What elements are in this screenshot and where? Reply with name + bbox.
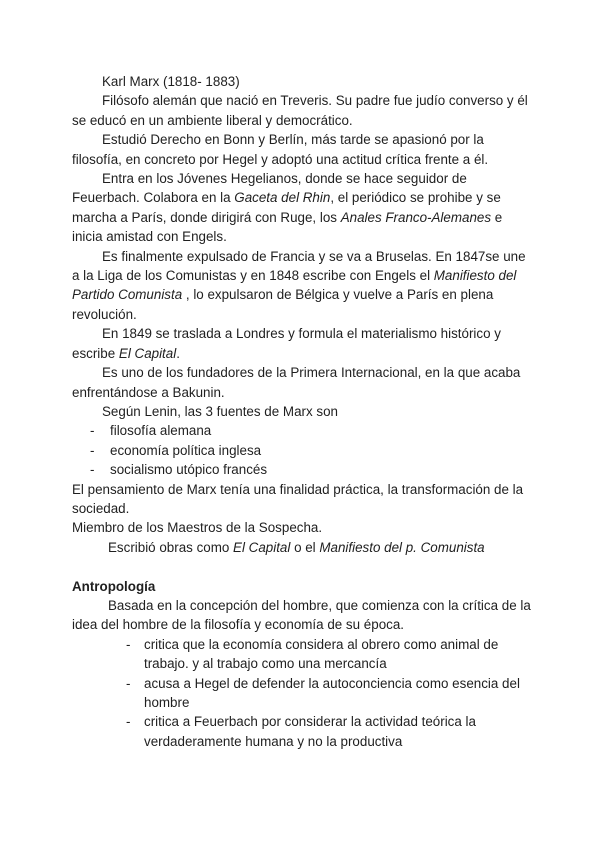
sources-list xyxy=(72,421,532,479)
paragraph-birth: Filósofo alemán que nació en Treveris. Su padre fue judío converso y él se educó en un ambiente liberal y democrático. xyxy=(72,93,528,128)
text-run: Es finalmente expulsado de Francia y se va a Bruselas. En 1847se une a la Liga de los Comunistas y en 1848 escribe con Engels el xyxy=(72,248,526,284)
blank-line xyxy=(72,557,532,576)
list-item xyxy=(72,441,532,460)
paragraph-young-hegelians xyxy=(72,169,532,247)
paragraph-anthropology: Basada en la concepción del hombre, que comienza con la crítica de la idea del hombre de la filosofía y economía de su época. xyxy=(72,597,531,633)
italic-title: Gaceta del Rhin xyxy=(234,190,331,206)
paragraph-brussels xyxy=(72,247,532,325)
list-item-text: acusa a Hegel de defender la autoconciencia como esencia del hombre xyxy=(144,675,520,710)
section-heading: Antropología xyxy=(72,578,156,594)
paragraph-works xyxy=(72,538,532,557)
text-run: Escribió obras como xyxy=(108,539,234,555)
dash-bullet: - xyxy=(90,442,95,458)
list-item xyxy=(72,421,532,440)
list-item xyxy=(72,674,532,713)
list-item-text: socialismo utópico francés xyxy=(110,462,268,478)
dash-bullet: - xyxy=(126,675,131,691)
list-item xyxy=(72,635,532,674)
text-run: . xyxy=(176,345,180,361)
paragraph-practical: El pensamiento de Marx tenía una finalidad práctica, la transformación de la sociedad. xyxy=(72,481,524,516)
text-run: e inicia amistad con Engels. xyxy=(72,209,503,245)
dash-bullet: - xyxy=(126,714,131,730)
list-item xyxy=(72,460,532,479)
list-item-text: critica que la economía considera al obrero como animal de trabajo. y al trabajo como una mercancía xyxy=(144,636,499,672)
paragraph-international: Es uno de los fundadores de la Primera Internacional, en la que acaba enfrentándose a Bakunin. xyxy=(72,365,521,400)
list-item-text: critica a Feuerbach por considerar la actividad teórica la verdaderamente humana y no la productiva xyxy=(144,714,476,749)
paragraph-studies: Estudió Derecho en Bonn y Berlín, más tarde se apasionó por la filosofía, en concreto por Hegel y adoptó una actitud crítica frente a él. xyxy=(72,132,489,167)
list-item-text: economía política inglesa xyxy=(110,442,262,458)
italic-title: Anales Franco-Alemanes xyxy=(340,209,492,225)
italic-title: Manifiesto del p. Comunista xyxy=(319,539,485,555)
critiques-list xyxy=(72,635,532,751)
text-run: o el xyxy=(290,539,320,555)
list-item xyxy=(72,712,532,751)
text-run: , lo expulsaron de Bélgica y vuelve a París en plena revolución. xyxy=(72,287,494,322)
text-run: En 1849 se traslada a Londres y formula el materialismo histórico y escribe xyxy=(72,326,501,361)
paragraph-lenin: Según Lenin, las 3 fuentes de Marx son xyxy=(102,403,338,419)
list-item-text: filosofía alemana xyxy=(110,423,212,439)
doc-title: Karl Marx (1818- 1883) xyxy=(102,74,240,89)
document-page xyxy=(72,72,532,751)
italic-title: El Capital xyxy=(233,539,291,555)
dash-bullet: - xyxy=(90,423,95,439)
italic-title: El Capital xyxy=(118,345,177,361)
italic-title: Manifiesto del Partido Comunista xyxy=(72,268,517,303)
text-run: , el periódico se prohibe y se marcha a París, donde dirigirá con Ruge, los xyxy=(72,190,501,225)
paragraph-london xyxy=(72,324,532,363)
paragraph-suspicion: Miembro de los Maestros de la Sospecha. xyxy=(72,520,323,536)
dash-bullet: - xyxy=(90,462,95,478)
dash-bullet: - xyxy=(126,636,131,652)
text-run: Entra en los Jóvenes Hegelianos, donde se hace seguidor de Feuerbach. Colabora en la xyxy=(72,171,467,206)
